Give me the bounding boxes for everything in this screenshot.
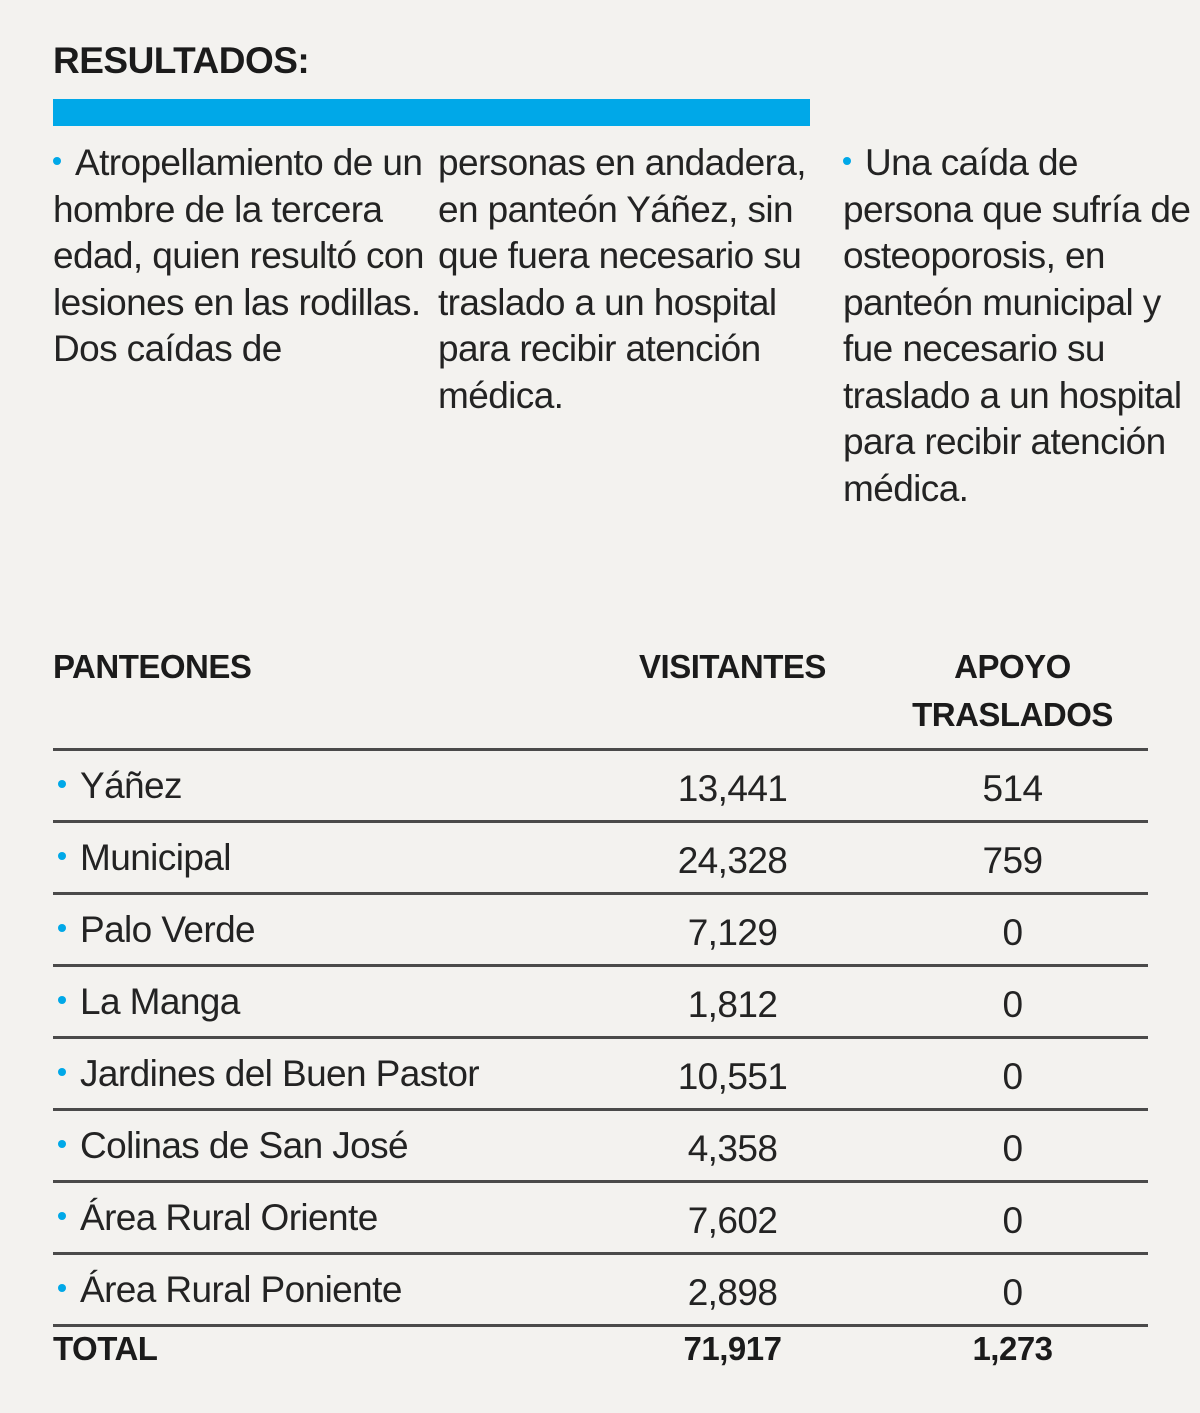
- row-visitantes: 7,602: [687, 1200, 778, 1241]
- row-name: [58, 1197, 378, 1239]
- row-name: [58, 909, 255, 951]
- row-name-text: Área Rural Oriente: [80, 1197, 378, 1238]
- row-name: [58, 981, 240, 1023]
- text-column-2: [438, 140, 833, 419]
- row-visitantes: 2,898: [687, 1272, 778, 1313]
- row-visitantes: 1,812: [687, 984, 778, 1025]
- row-apoyo: 0: [1002, 912, 1023, 953]
- bullet-icon: [58, 1140, 66, 1148]
- table-row: [53, 967, 1148, 1039]
- header-apoyo-line1: APOYO: [954, 648, 1071, 685]
- text-column-3: [843, 140, 1200, 512]
- row-visitantes: 4,358: [687, 1128, 778, 1169]
- table-row: [53, 895, 1148, 967]
- row-visitantes: 10,551: [677, 1056, 788, 1097]
- row-apoyo: 0: [1002, 1128, 1023, 1169]
- table-row: [53, 1111, 1148, 1183]
- header-apoyo-traslados: [880, 643, 1145, 739]
- bullet-icon: [53, 157, 61, 165]
- total-row: [53, 1330, 1148, 1378]
- row-name: [58, 1125, 408, 1167]
- bullet-icon: [58, 1284, 66, 1292]
- table-row: [53, 1039, 1148, 1111]
- row-name: [58, 1269, 402, 1311]
- bullet-icon: [58, 780, 66, 788]
- row-name: [58, 1053, 479, 1095]
- paragraph-text: personas en andadera, en panteón Yáñez, sin que fuera necesario su traslado a un hospital para recibir atención médica.: [438, 142, 806, 416]
- row-apoyo: 0: [1002, 1056, 1023, 1097]
- bullet-icon: [843, 157, 851, 165]
- row-name-text: Jardines del Buen Pastor: [80, 1053, 480, 1094]
- table-row: [53, 1183, 1148, 1255]
- row-name-text: La Manga: [80, 981, 240, 1022]
- row-visitantes: 7,129: [687, 912, 778, 953]
- total-label: TOTAL: [53, 1330, 158, 1367]
- table-row: [53, 823, 1148, 895]
- bullet-icon: [58, 924, 66, 932]
- header-apoyo-line2: TRASLADOS: [912, 696, 1113, 733]
- paragraph-bullet-1: [53, 140, 428, 326]
- accent-bar: [53, 99, 810, 126]
- paragraph-continuation: Dos caídas de: [53, 328, 282, 369]
- text-column-1: [53, 140, 428, 373]
- header-panteones: PANTEONES: [53, 648, 252, 685]
- row-name-text: Yáñez: [80, 765, 182, 806]
- paragraph-bullet-2: [843, 140, 1200, 512]
- row-apoyo: 759: [982, 840, 1043, 881]
- page-title: RESULTADOS:: [53, 40, 310, 81]
- row-apoyo: 0: [1002, 984, 1023, 1025]
- total-visitantes: 71,917: [683, 1330, 782, 1367]
- table-row: [53, 1255, 1148, 1327]
- paragraph-text: Atropellamiento de un hombre de la tercera edad, quien resultó con lesiones en las rodillas.: [53, 142, 424, 323]
- header-visitantes: VISITANTES: [639, 648, 826, 685]
- total-apoyo: 1,273: [972, 1330, 1053, 1367]
- row-name: [58, 837, 231, 879]
- row-apoyo: 0: [1002, 1200, 1023, 1241]
- row-name-text: Palo Verde: [80, 909, 256, 950]
- row-name: [58, 765, 182, 807]
- paragraph-text: Una caída de persona que sufría de osteoporosis, en panteón municipal y fue necesario su traslado a un hospital para recibir atención médica.: [843, 142, 1191, 509]
- results-table: [53, 748, 1148, 1327]
- row-apoyo: 0: [1002, 1272, 1023, 1313]
- row-visitantes: 13,441: [677, 768, 788, 809]
- row-name-text: Municipal: [80, 837, 231, 878]
- row-visitantes: 24,328: [677, 840, 788, 881]
- row-name-text: Área Rural Poniente: [80, 1269, 402, 1310]
- bullet-icon: [58, 852, 66, 860]
- bullet-icon: [58, 996, 66, 1004]
- bullet-icon: [58, 1212, 66, 1220]
- bullet-icon: [58, 1068, 66, 1076]
- row-name-text: Colinas de San José: [80, 1125, 408, 1166]
- table-row: [53, 751, 1148, 823]
- row-apoyo: 514: [982, 768, 1043, 809]
